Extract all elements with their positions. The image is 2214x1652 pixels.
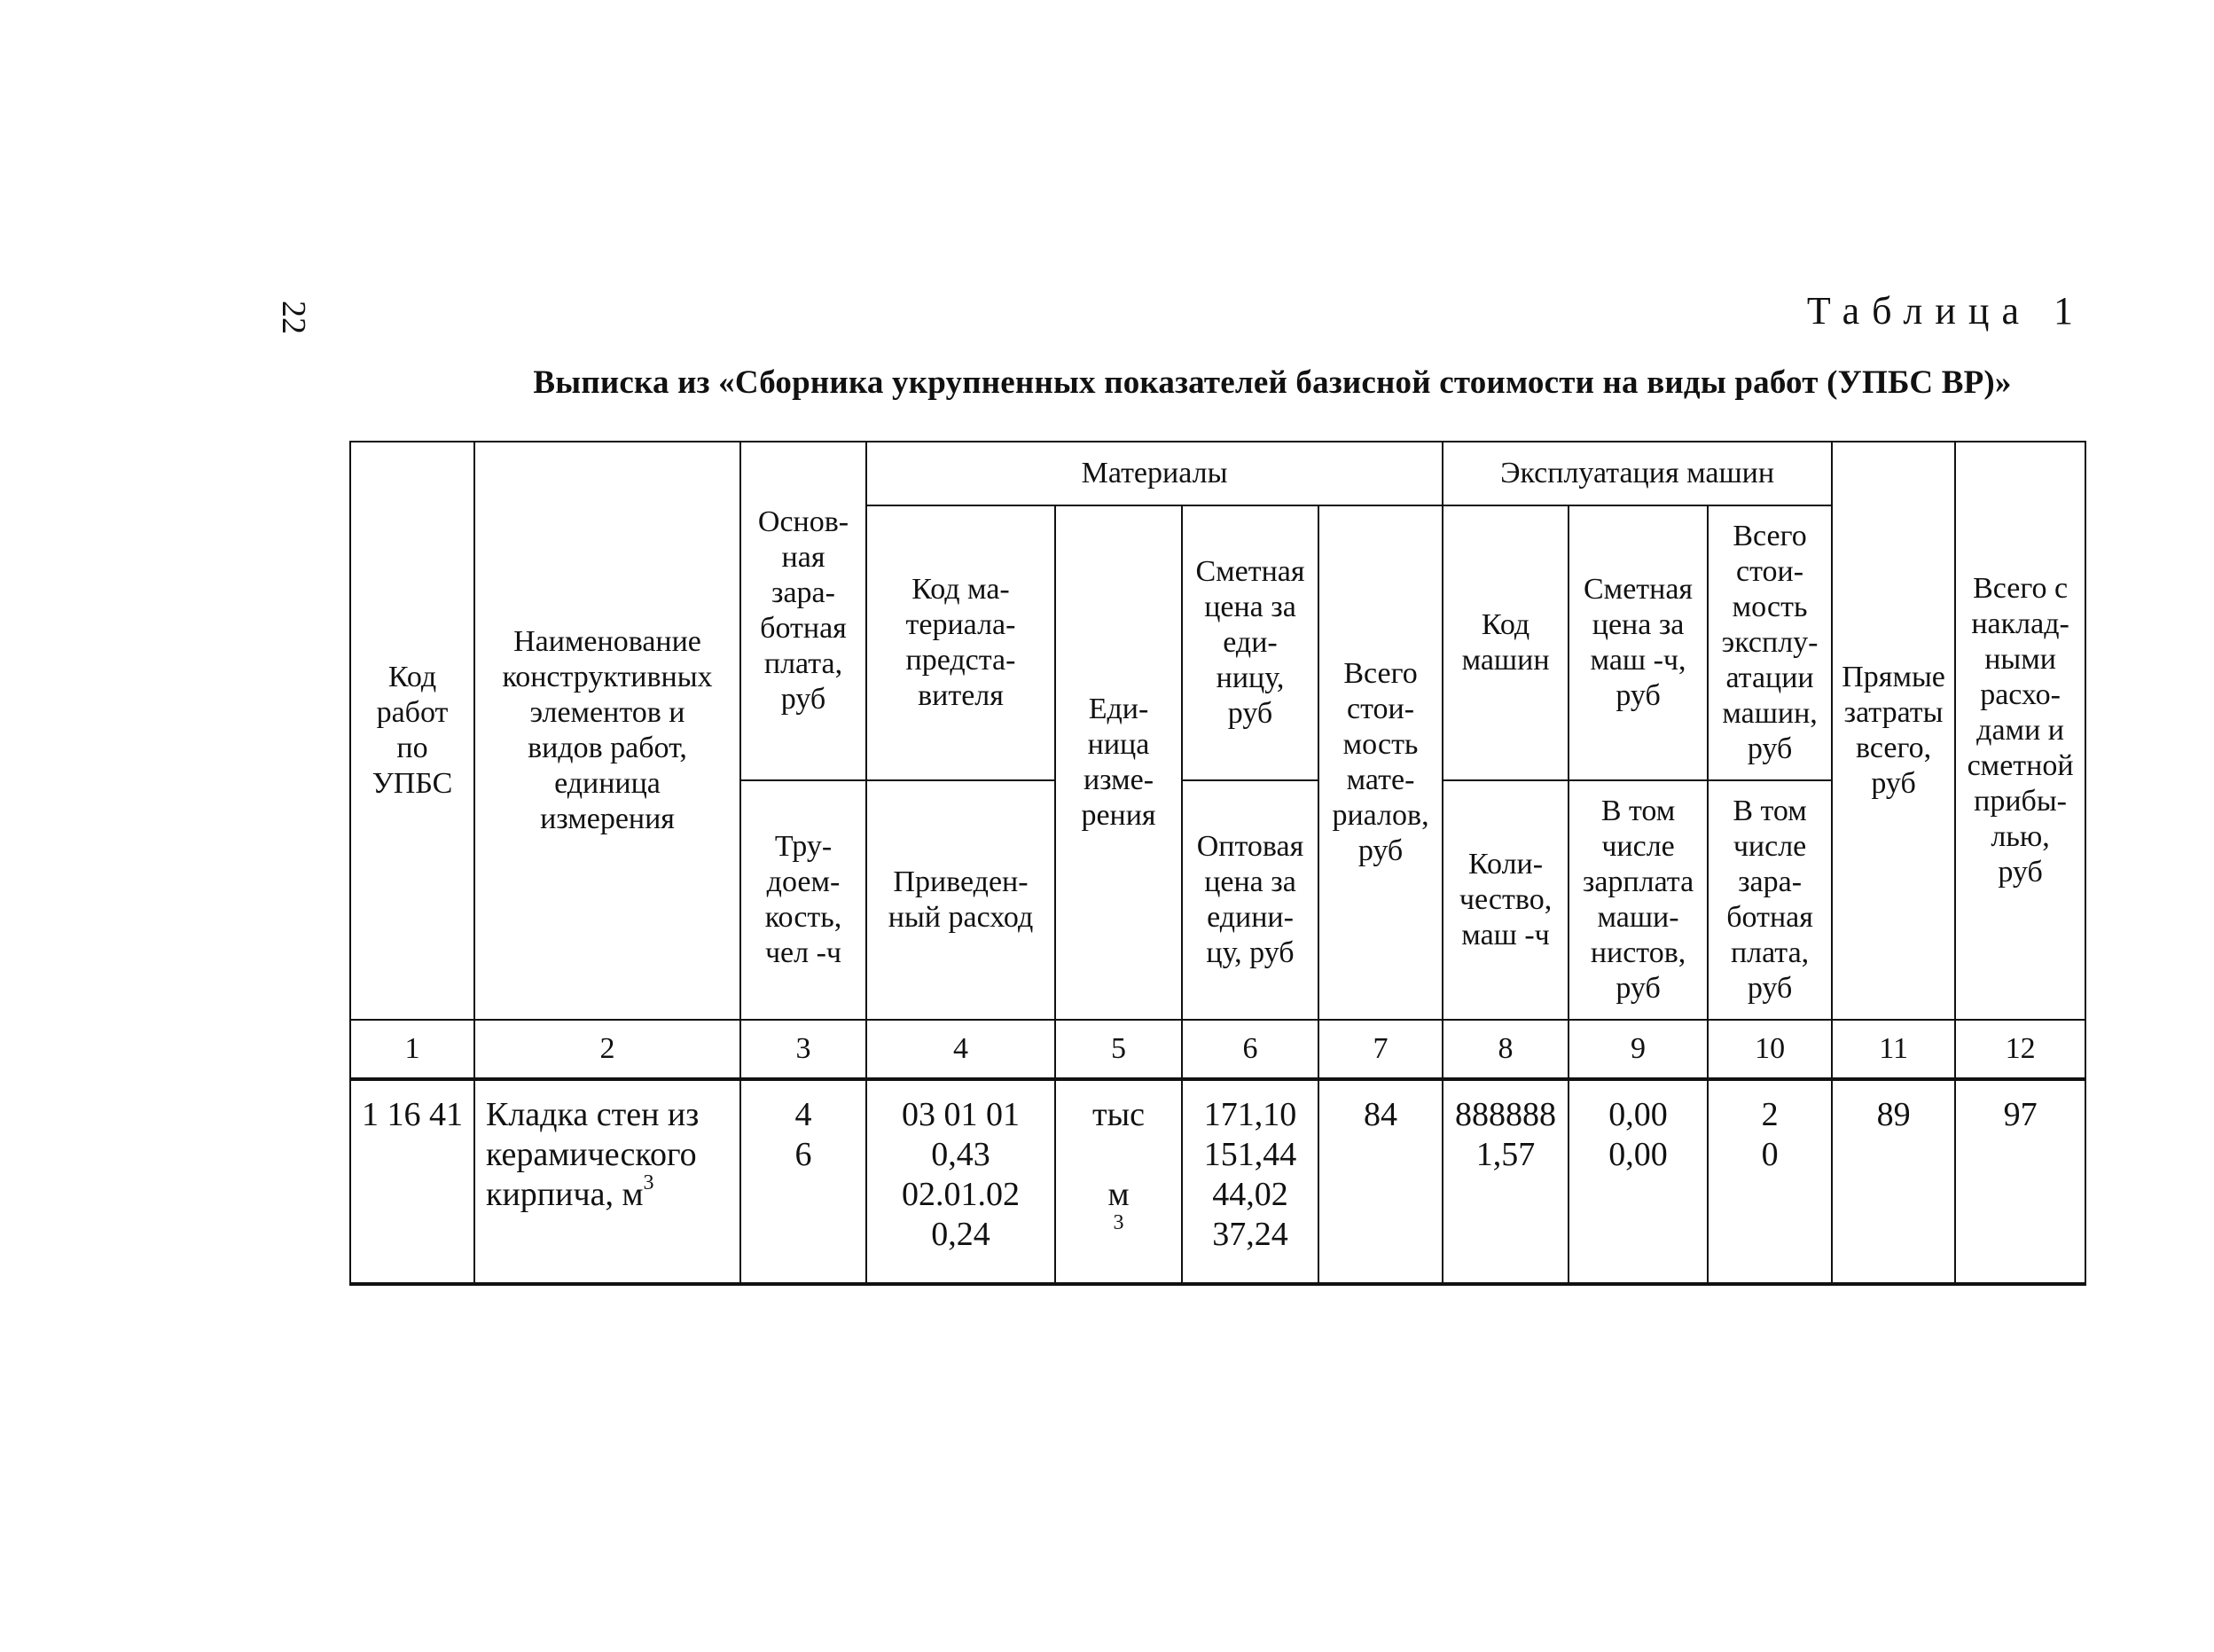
text-line: мость bbox=[1732, 591, 1808, 623]
text-line: Кладка стен из bbox=[486, 1096, 700, 1133]
header-group-machines: Эксплуатация машин bbox=[1443, 442, 1832, 505]
unit-lines bbox=[1058, 1095, 1179, 1255]
text-line: 97 bbox=[2003, 1096, 2038, 1133]
unit-bottom-text: м bbox=[1107, 1176, 1130, 1213]
text-line: Оптовая bbox=[1196, 830, 1304, 863]
header-machine-code bbox=[1443, 505, 1569, 780]
text-line: руб bbox=[780, 683, 826, 716]
header-text bbox=[477, 624, 738, 837]
text-line: руб bbox=[1871, 767, 1916, 800]
text-line: зарплата bbox=[1582, 865, 1694, 898]
text-line: Прямые bbox=[1842, 661, 1945, 693]
column-number: 4 bbox=[866, 1020, 1055, 1079]
cell-materials-total bbox=[1318, 1079, 1443, 1284]
text-line: руб bbox=[1357, 834, 1404, 867]
text-line: риалов, bbox=[1332, 799, 1429, 832]
header-text bbox=[1185, 554, 1316, 732]
text-line: маши- bbox=[1597, 901, 1679, 934]
text-line: Приведен- bbox=[893, 865, 1029, 898]
header-text bbox=[869, 572, 1052, 714]
text-line: 0,00 bbox=[1608, 1136, 1668, 1173]
header-text bbox=[1321, 656, 1440, 869]
text-line: работ bbox=[376, 696, 449, 729]
text-line: всего, bbox=[1856, 732, 1932, 764]
header-text bbox=[353, 660, 472, 802]
header-machine-quantity bbox=[1443, 780, 1569, 1020]
text-line: затраты bbox=[1843, 696, 1944, 729]
column-number: 3 bbox=[740, 1020, 866, 1079]
text-line: стои- bbox=[1736, 555, 1804, 588]
text-line: стои- bbox=[1347, 693, 1415, 725]
text-line: цу, руб bbox=[1206, 936, 1295, 969]
column-number: 1 bbox=[350, 1020, 474, 1079]
document-title: Выписка из «Сборника укрупненных показателей базисной стоимости на виды работ (УПБС ВР)» bbox=[533, 364, 2012, 401]
text-line: зара- bbox=[1738, 865, 1803, 898]
text-line: руб bbox=[1227, 697, 1273, 730]
text-line: 0 bbox=[1761, 1136, 1779, 1173]
text-line: Код bbox=[387, 661, 437, 693]
header-material-code bbox=[866, 505, 1055, 780]
cost-indicators-table bbox=[349, 441, 2086, 1286]
text-line: кирпича, $м^3$ bbox=[486, 1171, 654, 1213]
header-name bbox=[474, 442, 740, 1020]
text-line: изме- bbox=[1083, 763, 1154, 796]
text-line: машин, bbox=[1722, 697, 1818, 730]
header-text bbox=[869, 865, 1052, 936]
text-line: Основ- bbox=[757, 505, 849, 538]
text-line: маш -ч, bbox=[1590, 644, 1686, 677]
text-line: 02.01.02 bbox=[902, 1176, 1020, 1213]
text-line: Код bbox=[1481, 608, 1530, 641]
text-line: еди- bbox=[1223, 626, 1278, 659]
text-line: В том bbox=[1733, 795, 1807, 827]
text-line: 03 01 01 bbox=[902, 1096, 1020, 1133]
text-line: вителя bbox=[918, 679, 1004, 712]
text-line: наклад- bbox=[1971, 607, 2069, 640]
text-line: 888888 bbox=[1455, 1096, 1557, 1133]
cell-material-codes bbox=[866, 1079, 1055, 1284]
header-estimated-price bbox=[1182, 505, 1318, 780]
header-group-materials: Материалы bbox=[866, 442, 1443, 505]
text-line: 0,24 bbox=[931, 1216, 990, 1253]
text-line: Всего bbox=[1733, 520, 1807, 552]
text-line: мость bbox=[1342, 728, 1419, 761]
text-line: ными bbox=[1984, 643, 2056, 676]
column-number: 10 bbox=[1708, 1020, 1832, 1079]
header-direct-costs bbox=[1832, 442, 1955, 1020]
cell-salary-labor bbox=[740, 1079, 866, 1284]
column-number: 5 bbox=[1055, 1020, 1182, 1079]
text-line: ницу, bbox=[1216, 662, 1285, 694]
cell-values bbox=[1185, 1095, 1316, 1255]
cell-values bbox=[1445, 1095, 1566, 1175]
header-text bbox=[1710, 794, 1829, 1006]
text-line: атации bbox=[1725, 662, 1814, 694]
text-line: предста- bbox=[905, 644, 1016, 677]
cell-prices bbox=[1182, 1079, 1318, 1284]
text-line: зара- bbox=[771, 576, 835, 609]
cell-values bbox=[1571, 1095, 1705, 1175]
header-wholesale-price bbox=[1182, 780, 1318, 1020]
text-line: чел -ч bbox=[764, 936, 842, 969]
header-labor-intensity bbox=[740, 780, 866, 1020]
text-line: 89 bbox=[1876, 1096, 1911, 1133]
unit-bottom bbox=[1058, 1175, 1179, 1255]
unit-superscript: 3 bbox=[1113, 1211, 1124, 1235]
column-number: 6 bbox=[1182, 1020, 1318, 1079]
text-line: доем- bbox=[766, 865, 841, 898]
cell-machines-total bbox=[1708, 1079, 1832, 1284]
cell-total bbox=[1955, 1079, 2085, 1284]
text-line: 171,10 bbox=[1203, 1096, 1297, 1133]
text-line: плата, bbox=[1730, 936, 1810, 969]
cell-machine-code-qty bbox=[1443, 1079, 1569, 1284]
superscript: 3 bbox=[643, 1171, 654, 1195]
text-line: 44,02 bbox=[1212, 1176, 1288, 1213]
text-line: 0,00 bbox=[1608, 1096, 1668, 1133]
text-line: руб bbox=[1616, 679, 1661, 712]
column-number: 9 bbox=[1569, 1020, 1708, 1079]
text-line: прибы- bbox=[1974, 785, 2067, 818]
column-number: 7 bbox=[1318, 1020, 1443, 1079]
text-line: чество, bbox=[1459, 883, 1553, 916]
header-text bbox=[1185, 829, 1316, 971]
header-text bbox=[1445, 607, 1566, 678]
text-line: едини- bbox=[1207, 901, 1294, 934]
text-line: 37,24 bbox=[1212, 1216, 1288, 1253]
text-line: конструктивных bbox=[502, 661, 713, 693]
column-number: 2 bbox=[474, 1020, 740, 1079]
header-machine-hour-price bbox=[1569, 505, 1708, 780]
text-line: кость, bbox=[764, 901, 842, 934]
text-line: измерения bbox=[540, 803, 675, 835]
cell-values bbox=[869, 1095, 1052, 1255]
text-line: маш -ч bbox=[1461, 919, 1550, 951]
cell-work-name bbox=[474, 1079, 740, 1284]
text-line: ботная bbox=[760, 612, 847, 645]
header-text bbox=[1835, 660, 1952, 802]
column-number: 12 bbox=[1955, 1020, 2085, 1079]
text-line: цена за bbox=[1204, 865, 1296, 898]
unit-spacer bbox=[1058, 1135, 1179, 1175]
cell-values bbox=[1321, 1095, 1440, 1135]
text-line: 0,43 bbox=[931, 1136, 990, 1173]
text-line: числе bbox=[1601, 830, 1675, 863]
text-line: Всего с bbox=[1973, 572, 2069, 605]
header-machines-total bbox=[1708, 505, 1832, 780]
column-number: 8 bbox=[1443, 1020, 1569, 1079]
text-line: руб bbox=[1616, 972, 1661, 1005]
text-line: элементов и bbox=[529, 696, 685, 729]
text-line: руб bbox=[1998, 856, 2043, 889]
text-line: нистов, bbox=[1590, 936, 1686, 969]
text-line: Сметная bbox=[1584, 573, 1694, 606]
table-label: Таблица 1 bbox=[1806, 289, 2085, 333]
work-name-lines bbox=[486, 1095, 738, 1215]
header-machine-salary bbox=[1708, 780, 1832, 1020]
cell-unit bbox=[1055, 1079, 1182, 1284]
text-line: 4 bbox=[794, 1096, 812, 1133]
header-text bbox=[1710, 519, 1829, 767]
header-text bbox=[1571, 572, 1705, 714]
column-number-row bbox=[350, 1020, 2085, 1079]
text-line: эксплу- bbox=[1721, 626, 1819, 659]
header-text bbox=[743, 829, 864, 971]
cell-values bbox=[1958, 1095, 2083, 1135]
text-line: териала- bbox=[905, 608, 1016, 641]
unit-top: тыс bbox=[1091, 1096, 1145, 1133]
cell-values bbox=[1710, 1095, 1829, 1175]
text-line: 1,57 bbox=[1475, 1136, 1536, 1173]
text-line: Сметная bbox=[1195, 555, 1305, 588]
cell-values bbox=[1835, 1095, 1952, 1135]
text-line: цена за bbox=[1204, 591, 1296, 623]
text-line: ный расход bbox=[888, 901, 1034, 934]
text-line: керамического bbox=[486, 1136, 697, 1173]
text-line: ница bbox=[1087, 728, 1150, 761]
header-base-salary bbox=[740, 442, 866, 780]
header-reduced-consumption bbox=[866, 780, 1055, 1020]
text-line: руб bbox=[1747, 972, 1793, 1005]
header-text bbox=[1445, 847, 1566, 953]
text-line: единица bbox=[554, 767, 661, 800]
text-line: Тру- bbox=[774, 830, 833, 863]
text-line: числе bbox=[1733, 830, 1807, 863]
cell-direct-costs bbox=[1832, 1079, 1955, 1284]
text-line: сметной bbox=[1967, 749, 2074, 782]
text-line: 2 bbox=[1761, 1096, 1779, 1133]
column-number: 11 bbox=[1832, 1020, 1955, 1079]
text-line: УПБС bbox=[372, 767, 453, 800]
header-materials-total bbox=[1318, 505, 1443, 1020]
cell-values bbox=[743, 1095, 864, 1175]
text-line: Коли- bbox=[1468, 848, 1544, 881]
text-line: машин bbox=[1461, 644, 1550, 677]
text-line: Всего bbox=[1343, 657, 1418, 690]
text-line: руб bbox=[1747, 732, 1793, 765]
text-line: цена за bbox=[1592, 608, 1685, 641]
text-line: ботная bbox=[1726, 901, 1813, 934]
header-unit bbox=[1055, 505, 1182, 1020]
cell-machine-price bbox=[1569, 1079, 1708, 1284]
header-work-code bbox=[350, 442, 474, 1020]
text-line: по bbox=[396, 732, 428, 764]
header-text bbox=[743, 505, 864, 717]
header-total-with-overheads bbox=[1955, 442, 2085, 1020]
text-line: 6 bbox=[794, 1136, 812, 1173]
text-line: Код ма- bbox=[911, 573, 1010, 606]
text-line: 151,44 bbox=[1203, 1136, 1297, 1173]
header-text bbox=[1571, 794, 1705, 1006]
text-line: Еди- bbox=[1088, 693, 1149, 725]
text-line: Наименование bbox=[513, 625, 701, 658]
text-line: лью, bbox=[1991, 820, 2050, 853]
text-line: ная bbox=[781, 541, 825, 574]
text-line: расхо- bbox=[1980, 678, 2061, 711]
header-text bbox=[1958, 571, 2083, 890]
header-operator-salary bbox=[1569, 780, 1708, 1020]
text-line: рения bbox=[1081, 799, 1156, 832]
cell-work-code: 1 16 41 bbox=[350, 1079, 474, 1284]
text-line: дами и bbox=[1976, 714, 2064, 747]
text-line: 84 bbox=[1364, 1096, 1398, 1133]
text-line: мате- bbox=[1346, 763, 1415, 796]
text-line: В том bbox=[1600, 795, 1676, 827]
page-number: 22 bbox=[275, 301, 312, 334]
text-line: плата, bbox=[763, 647, 843, 680]
header-text bbox=[1058, 692, 1179, 834]
text-line: видов работ, bbox=[528, 732, 687, 764]
table-row bbox=[350, 1079, 2085, 1284]
